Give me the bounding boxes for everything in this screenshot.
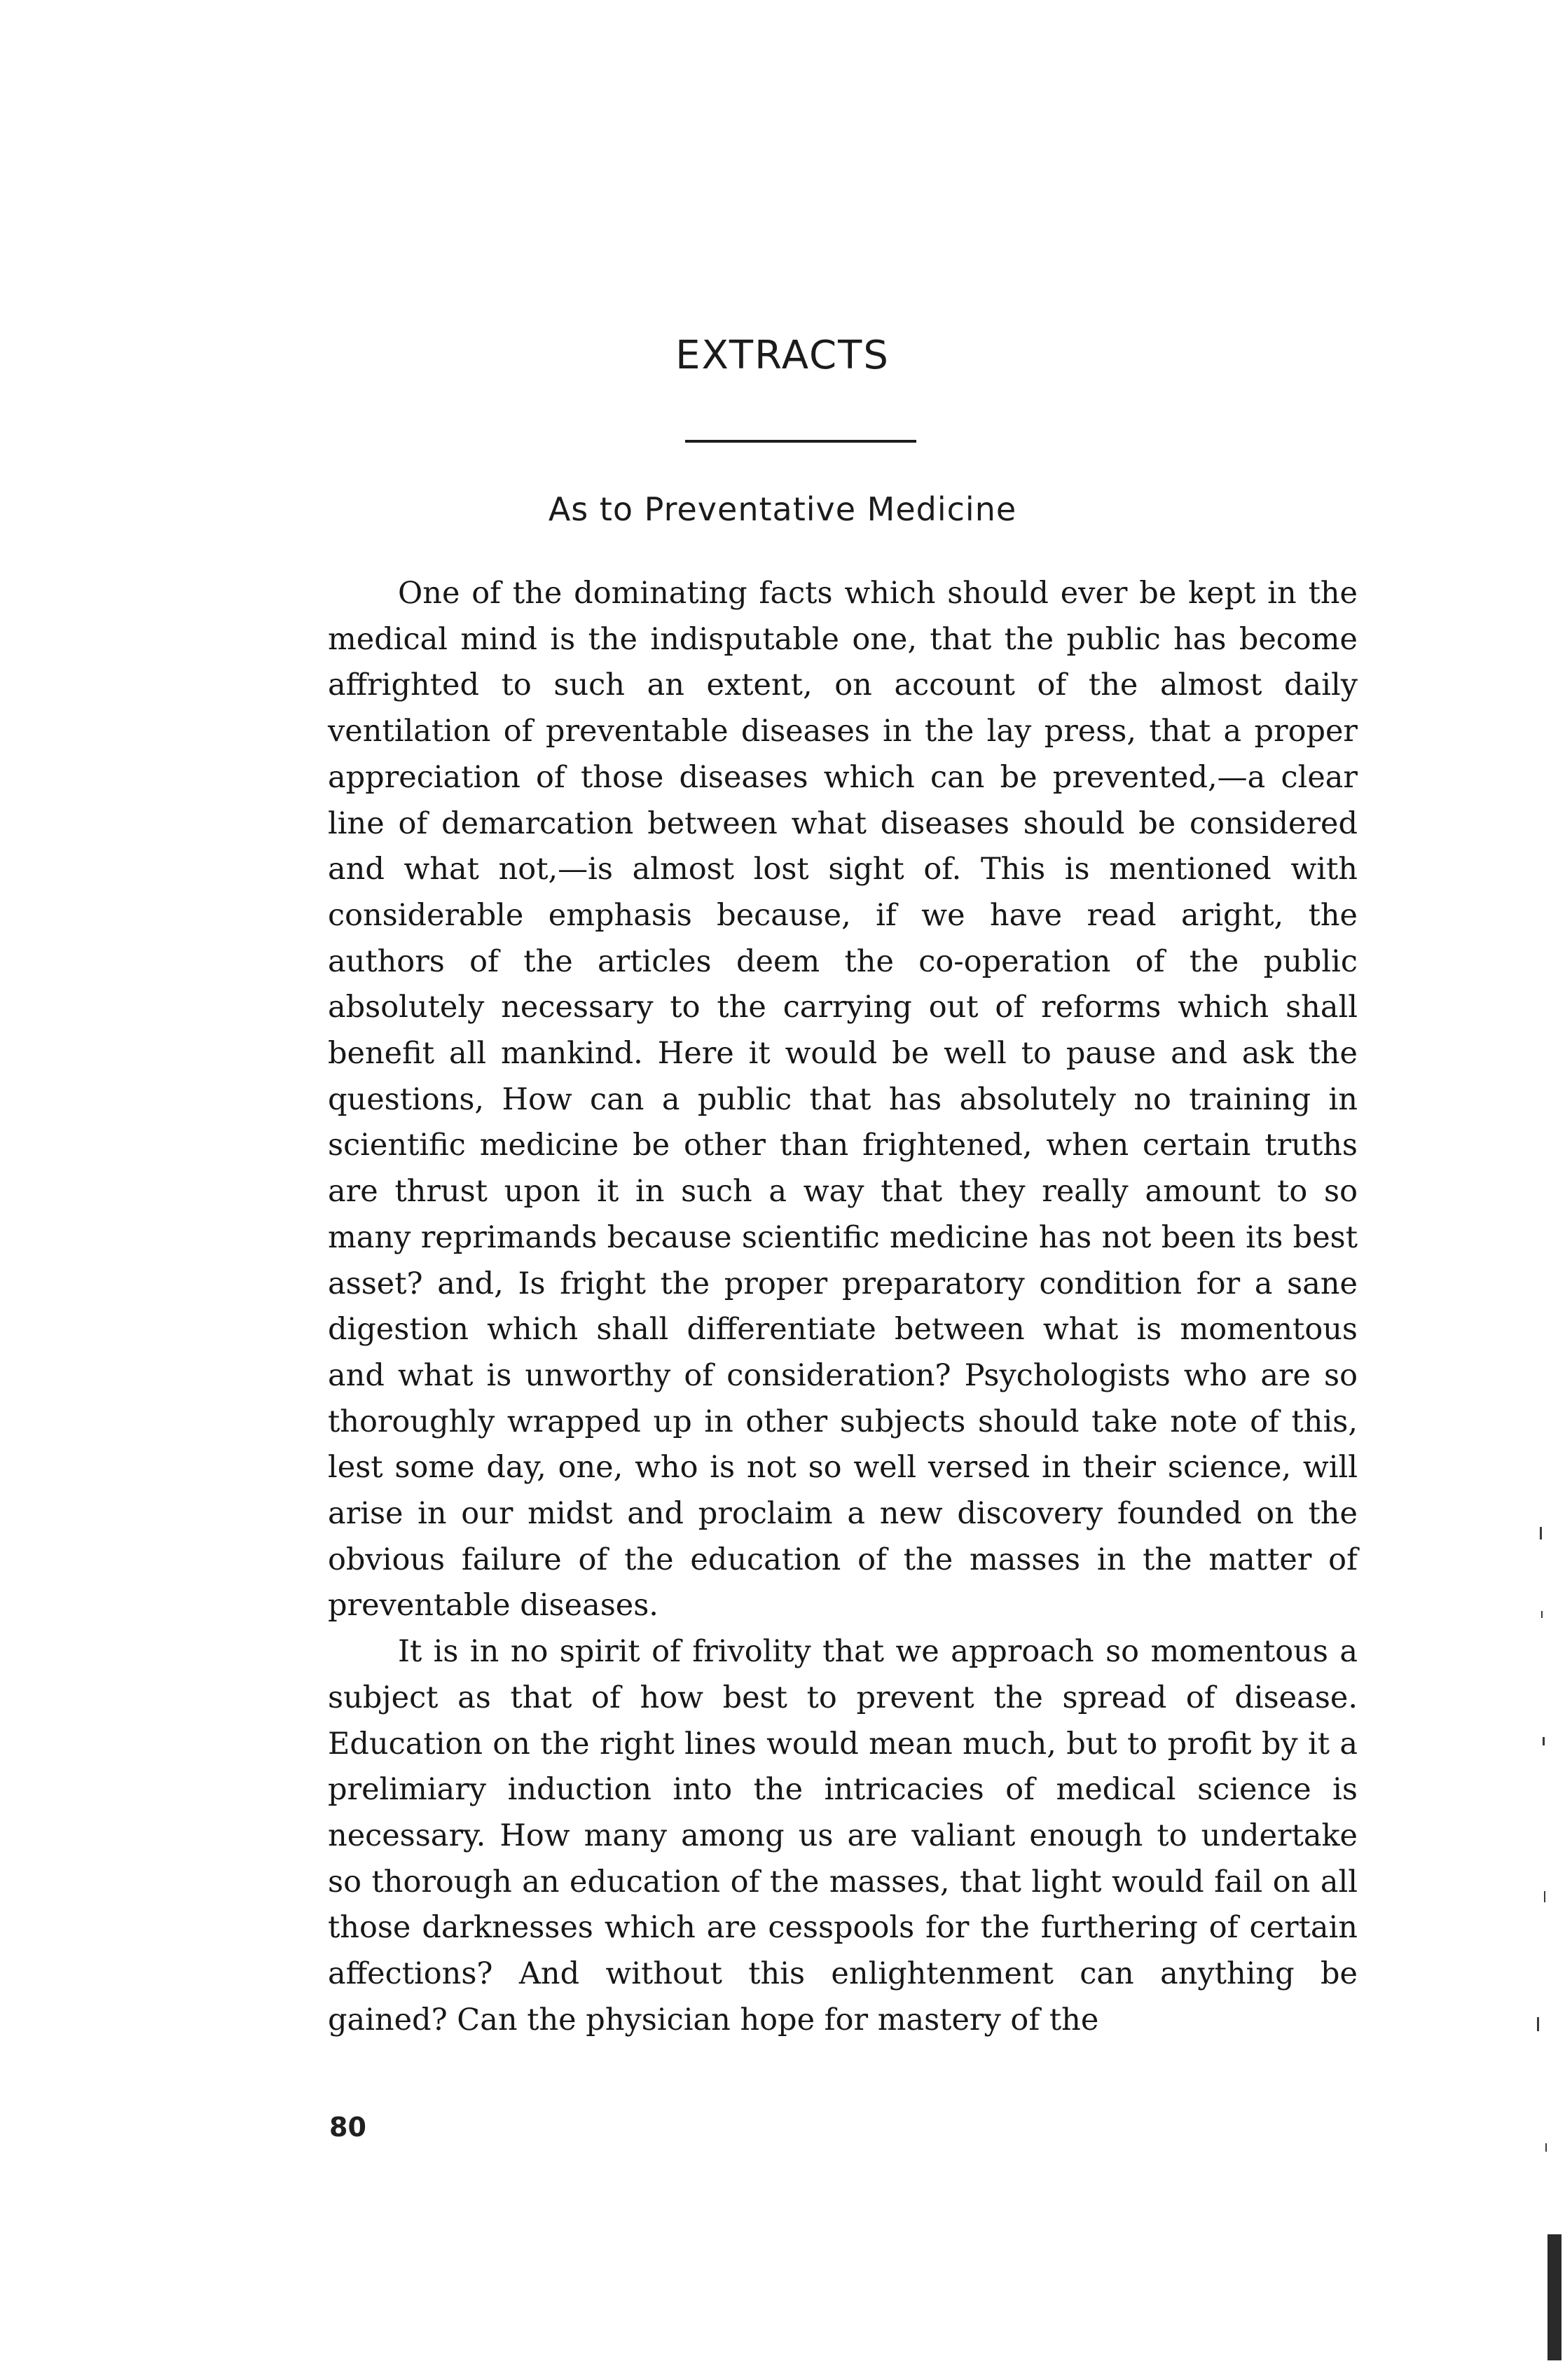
scan-mark xyxy=(1544,1891,1545,1902)
page-number: 80 xyxy=(329,2112,366,2143)
scan-mark xyxy=(1541,1611,1543,1618)
section-subtitle: As to Preventative Medicine xyxy=(548,490,1017,528)
page-title: EXTRACTS xyxy=(675,333,890,378)
scan-mark xyxy=(1547,2234,1561,2360)
scan-edge-artifact xyxy=(1481,1527,1565,2380)
paragraph-1: One of the dominating facts which should ever be kept in the medical mind is the indisputable one, that the public has become affrighted to such an extent, on account of the almost daily ventilation of preventable diseases in the lay press, that a proper appreciation of those diseases which can be prevented,—a clear line of demarcation between what diseases should be considered and what not,—is almost lost sight of. This is mentioned with considerable emphasis because, if we have read aright, the authors of the articles deem the co-operation of the public absolutely necessary to the carrying out of reforms which shall benefit all mankind. Here it would be well to pause and ask the questions, How can a public that has absolutely no training in scientific medicine be other than frightened, when certain truths are thrust upon it in such a way that they really amount to so many reprimands because scientific medicine has not been its best asset? and, Is fright the proper preparatory condition for a sane digestion which shall differentiate between what is momentous and what is unworthy of consideration? Psychologists who are so thoroughly wrapped up in other subjects should take note of this, lest some day, one, who is not so well versed in their science, will arise in our midst and proclaim a new discovery founded on the obvious failure of the education of the masses in the matter of preventable diseases. xyxy=(328,576,1358,1624)
scan-mark xyxy=(1543,1737,1545,1745)
paragraph-2: It is in no spirit of frivolity that we approach so momentous a subject as that of how best to prevent the spread of disease. Education on the right lines would mean much, but to profit by it a prelimiary induction into the intricacies of medical science is necessary. How many among us are valiant enough to undertake so thorough an education of the masses, that light would fail on all those darknesses which are cesspools for the furthering of certain affections? And without this enlightenment can anything be gained? Can the physician hope for mastery of the xyxy=(328,1634,1358,2037)
title-divider xyxy=(685,440,916,443)
scan-mark xyxy=(1545,2143,1547,2152)
body-text xyxy=(328,571,1358,2044)
scan-mark xyxy=(1540,1527,1542,1540)
scan-mark xyxy=(1537,2017,1539,2031)
